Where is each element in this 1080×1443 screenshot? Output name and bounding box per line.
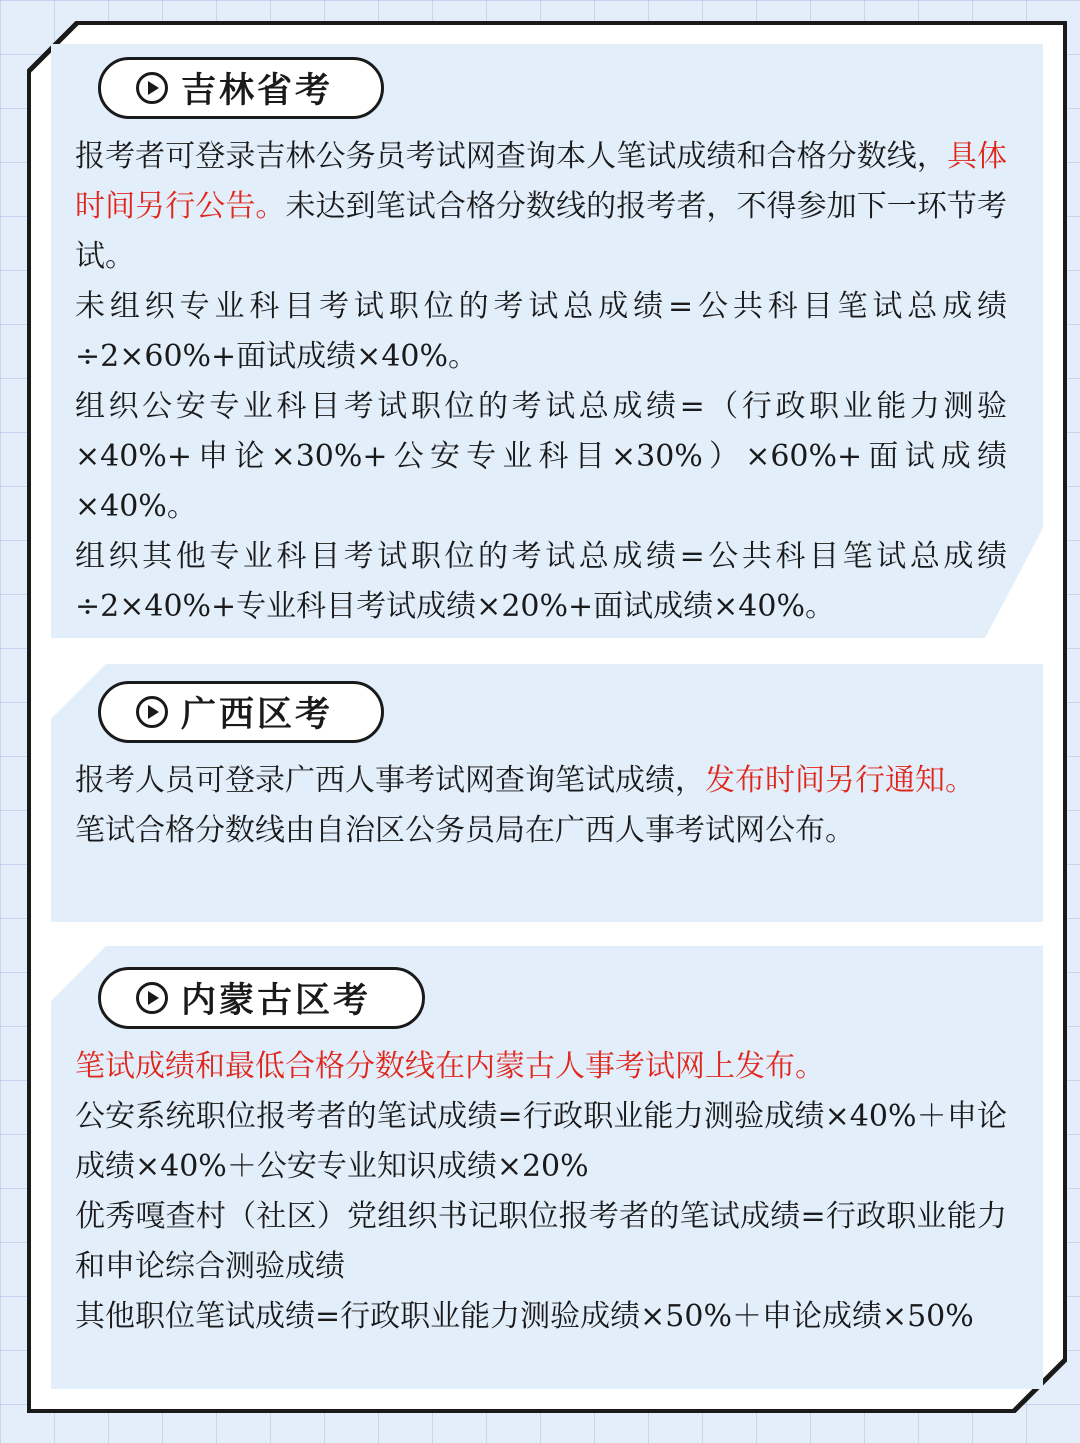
paragraph — [75, 756, 1007, 806]
paragraph: 组织公安专业科目考试职位的考试总成绩=（行政职业能力测验×40%+申论×30%+公安专业科目×30%）×60%+面试成绩×40%。 — [75, 389, 1007, 524]
paragraph: 未组织专业科目考试职位的考试总成绩=公共科目笔试总成绩÷2×60%+面试成绩×40%。 — [75, 289, 1007, 374]
section-title: 广西区考 — [181, 694, 334, 735]
paragraph: 公安系统职位报考者的笔试成绩=行政职业能力测验成绩×40%＋申论成绩×40%＋公安专业知识成绩×20% — [75, 1099, 1007, 1184]
section-title-pill-jilin — [98, 57, 384, 119]
paragraph: 优秀嘎查村（社区）党组织书记职位报考者的笔试成绩=行政职业能力和申论综合测验成绩 — [75, 1199, 1007, 1284]
highlight-text: 具体时间另行公告。 — [75, 139, 1008, 224]
highlight-text: 发布时间另行通知。 — [705, 763, 975, 798]
section-body-jilin — [75, 132, 1007, 632]
highlight-paragraph: 笔试成绩和最低合格分数线在内蒙古人事考试网上发布。 — [75, 1049, 825, 1084]
section-title: 吉林省考 — [181, 70, 334, 111]
section-title-pill-neimenggu — [98, 967, 425, 1029]
paragraph: 组织其他专业科目考试职位的考试总成绩=公共科目笔试总成绩÷2×40%+专业科目考试成绩×20%+面试成绩×40%。 — [75, 539, 1007, 624]
play-circle-icon — [135, 71, 169, 105]
section-title-pill-guangxi — [98, 681, 384, 743]
paragraph: 笔试合格分数线由自治区公务员局在广西人事考试网公布。 — [75, 813, 855, 848]
play-circle-icon — [135, 981, 169, 1015]
paragraph-text: 报考者可登录吉林公务员考试网查询本人笔试成绩和合格分数线， — [75, 139, 947, 174]
section-body-neimenggu — [75, 1042, 1007, 1342]
section-body-guangxi — [75, 756, 1007, 856]
play-circle-icon — [135, 695, 169, 729]
section-title: 内蒙古区考 — [181, 980, 372, 1021]
paragraph-text: 未达到笔试合格分数线的报考者，不得参加下一环节考试。 — [75, 189, 1008, 274]
paragraph-text: 报考人员可登录广西人事考试网查询笔试成绩， — [75, 763, 705, 798]
paragraph — [75, 132, 1007, 282]
paragraph: 其他职位笔试成绩=行政职业能力测验成绩×50%＋申论成绩×50% — [75, 1299, 974, 1334]
